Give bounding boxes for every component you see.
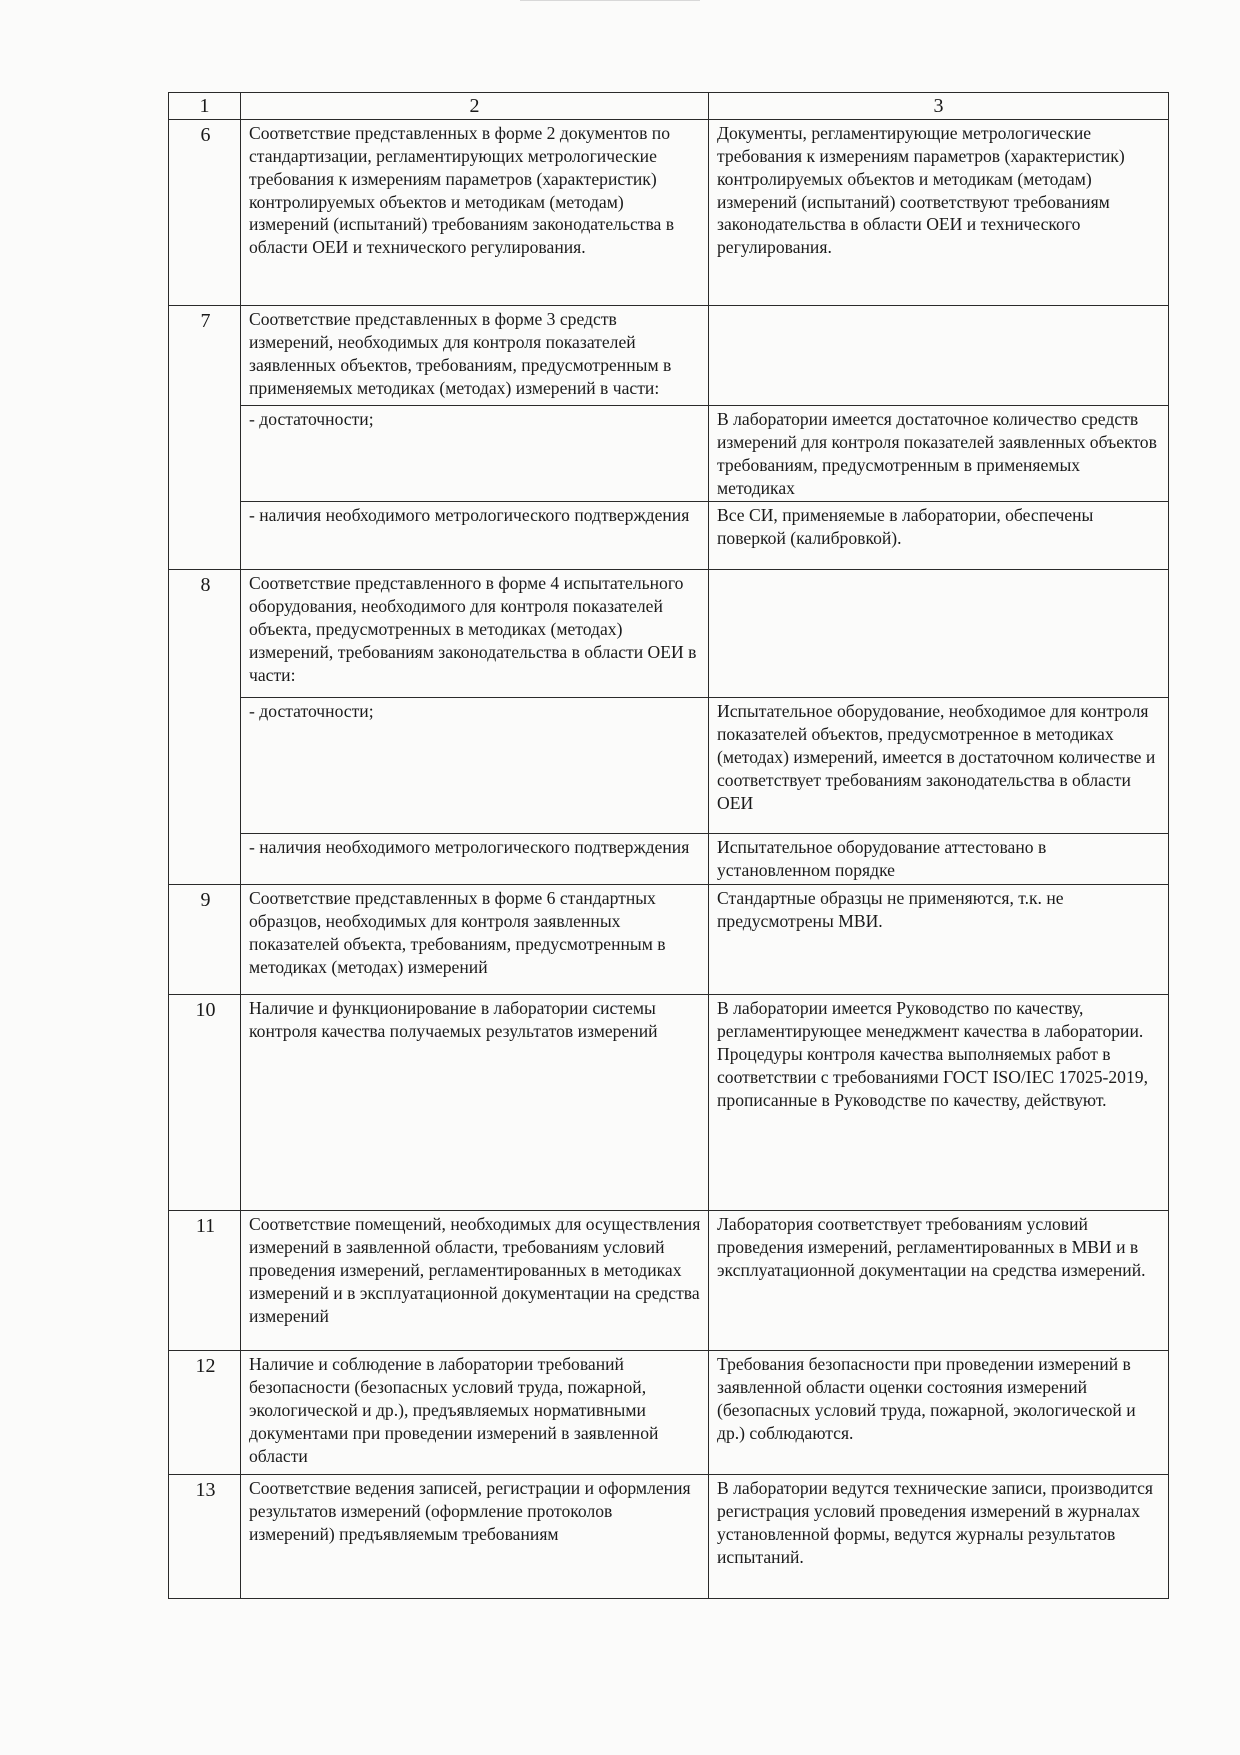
result-cell: Испытательное оборудование, необходимое для контроля показателей объектов, предусмотренное в методиках (методах) измерений, имеется в достаточном количестве и соответствует требованиям законодательства в области ОЕИ bbox=[709, 698, 1169, 834]
result-cell: Все СИ, применяемые в лаборатории, обеспечены поверкой (калибровкой). bbox=[709, 502, 1169, 570]
row-number: 8 bbox=[169, 570, 241, 885]
assessment-table bbox=[168, 92, 1169, 1599]
criterion-cell: Соответствие ведения записей, регистрации и оформления результатов измерений (оформление протоколов измерений) предъявляемым требованиям bbox=[241, 1475, 709, 1599]
result-cell: Документы, регламентирующие метрологические требования к измерениям параметров (характеристик) контролируемых объектов и методикам (методам) измерений (испытаний) соответствуют требованиям законодательства в области ОЕИ и технического регулирования. bbox=[709, 120, 1169, 306]
table-row bbox=[169, 995, 1169, 1211]
result-cell: В лаборатории имеется достаточное количество средств измерений для контроля показателей заявленных объектов требованиям, предусмотренным в применяемых методиках bbox=[709, 406, 1169, 502]
table-row bbox=[169, 120, 1169, 306]
table-subrow bbox=[169, 502, 1169, 570]
table-row bbox=[169, 570, 1169, 698]
result-cell bbox=[709, 570, 1169, 698]
criterion-cell: Соответствие представленных в форме 3 средств измерений, необходимых для контроля показателей заявленных объектов, требованиям, предусмотренным в применяемых методиках (методах) измерений в части: bbox=[241, 306, 709, 406]
header-col-1: 1 bbox=[169, 93, 241, 120]
row-number: 6 bbox=[169, 120, 241, 306]
result-cell: Требования безопасности при проведении измерений в заявленной области оценки состояния измерений (безопасных условий труда, пожарной, экологической и др.) соблюдаются. bbox=[709, 1351, 1169, 1475]
table-header-row bbox=[169, 93, 1169, 120]
header-col-2: 2 bbox=[241, 93, 709, 120]
result-cell: В лаборатории имеется Руководство по качеству, регламентирующее менеджмент качества в лаборатории. Процедуры контроля качества выполняемых работ в соответствии с требованиями ГОСТ ISO/IEC 17025-2019, прописанные в Руководстве по качеству, действуют. bbox=[709, 995, 1169, 1211]
row-number: 11 bbox=[169, 1211, 241, 1351]
header-col-3: 3 bbox=[709, 93, 1169, 120]
criterion-cell: Наличие и соблюдение в лаборатории требований безопасности (безопасных условий труда, пожарной, экологической и др.), предъявляемых нормативными документами при проведении измерений в заявленной области bbox=[241, 1351, 709, 1475]
result-cell bbox=[709, 306, 1169, 406]
criterion-cell: - наличия необходимого метрологического подтверждения bbox=[241, 502, 709, 570]
criterion-cell: - достаточности; bbox=[241, 406, 709, 502]
criterion-cell: Соответствие представленных в форме 2 документов по стандартизации, регламентирующих метрологические требования к измерениям параметров (характеристик) контролируемых объектов и методикам (методам) измерений (испытаний) требованиям законодательства в области ОЕИ и технического регулирования. bbox=[241, 120, 709, 306]
criterion-cell: Наличие и функционирование в лаборатории системы контроля качества получаемых результатов измерений bbox=[241, 995, 709, 1211]
table-subrow bbox=[169, 698, 1169, 834]
row-number: 12 bbox=[169, 1351, 241, 1475]
table-row bbox=[169, 1475, 1169, 1599]
criterion-cell: - достаточности; bbox=[241, 698, 709, 834]
table-row bbox=[169, 1211, 1169, 1351]
result-cell: Лаборатория соответствует требованиям условий проведения измерений, регламентированных в МВИ и в эксплуатационной документации на средства измерений. bbox=[709, 1211, 1169, 1351]
criterion-cell: Соответствие представленных в форме 6 стандартных образцов, необходимых для контроля заявленных показателей объекта, требованиям, предусмотренным в методиках (методах) измерений bbox=[241, 885, 709, 995]
result-cell: Испытательное оборудование аттестовано в установленном порядке bbox=[709, 834, 1169, 885]
row-number: 13 bbox=[169, 1475, 241, 1599]
criterion-cell: Соответствие представленного в форме 4 испытательного оборудования, необходимого для контроля показателей объекта, предусмотренных в методиках (методах) измерений, требованиям законодательства в области ОЕИ в части: bbox=[241, 570, 709, 698]
scan-artifact bbox=[520, 0, 700, 7]
table-subrow bbox=[169, 834, 1169, 885]
criterion-cell: Соответствие помещений, необходимых для осуществления измерений в заявленной области, требованиям условий проведения измерений, регламентированных в методиках измерений и в эксплуатационной документации на средства измерений bbox=[241, 1211, 709, 1351]
table-row bbox=[169, 885, 1169, 995]
result-cell: В лаборатории ведутся технические записи, производится регистрация условий проведения измерений в журналах установленной формы, ведутся журналы результатов испытаний. bbox=[709, 1475, 1169, 1599]
criterion-cell: - наличия необходимого метрологического подтверждения bbox=[241, 834, 709, 885]
result-cell: Стандартные образцы не применяются, т.к. не предусмотрены МВИ. bbox=[709, 885, 1169, 995]
row-number: 10 bbox=[169, 995, 241, 1211]
row-number: 7 bbox=[169, 306, 241, 570]
table-row bbox=[169, 306, 1169, 406]
table-subrow bbox=[169, 406, 1169, 502]
row-number: 9 bbox=[169, 885, 241, 995]
table-row bbox=[169, 1351, 1169, 1475]
